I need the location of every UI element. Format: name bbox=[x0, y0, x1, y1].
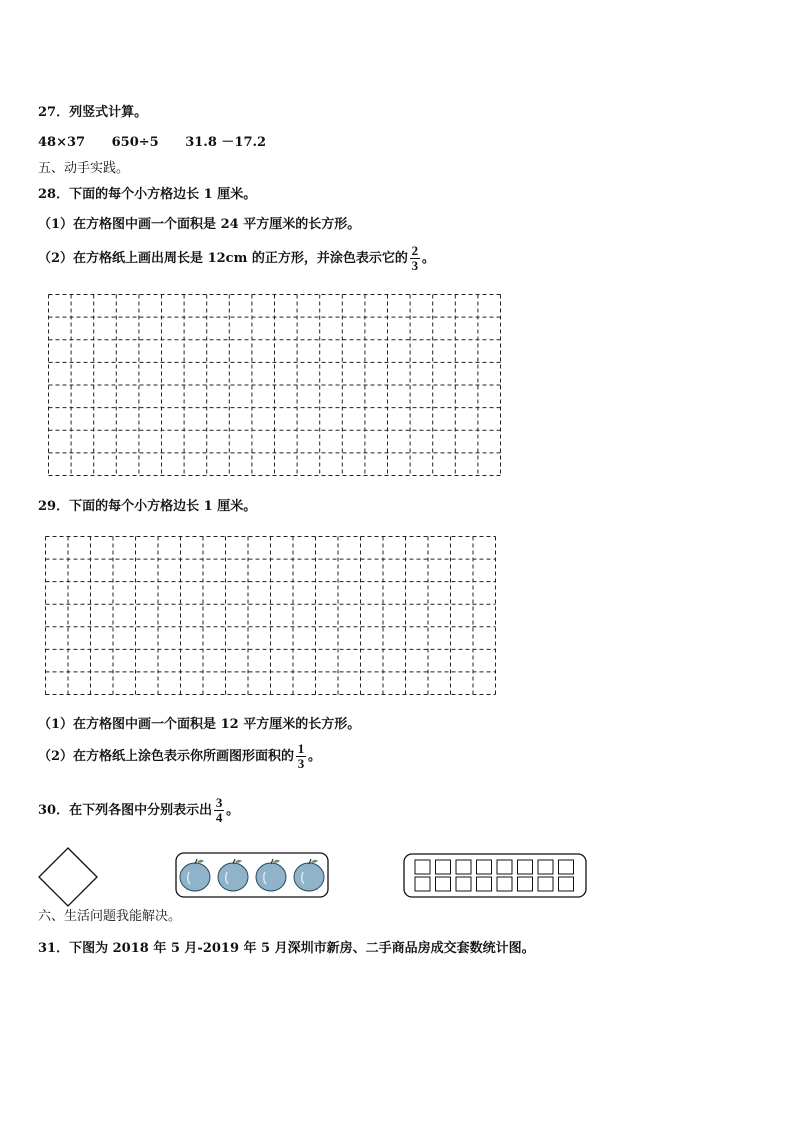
q29-title: 29．下面的每个小方格边长 1 厘米。 bbox=[38, 499, 257, 514]
q28-fraction-numerator: 2 bbox=[411, 243, 419, 258]
q27-title: 27．列竖式计算。 bbox=[38, 105, 148, 120]
small-square-box bbox=[415, 860, 430, 874]
q28-part2-end: 。 bbox=[421, 251, 435, 266]
section-5-heading: 五、动手实践。 bbox=[38, 161, 130, 176]
small-square-box bbox=[559, 877, 574, 891]
q28-title: 28．下面的每个小方格边长 1 厘米。 bbox=[38, 187, 257, 202]
q29-part2 bbox=[38, 742, 321, 772]
small-square-box bbox=[518, 877, 533, 891]
q31-title: 31．下图为 2018 年 5 月-2019 年 5 月深圳市新房、二手商品房成交套数统计图。 bbox=[38, 941, 535, 956]
q28-part1: （1）在方格图中画一个面积是 24 平方厘米的长方形。 bbox=[38, 217, 361, 232]
q29-grid[interactable] bbox=[45, 536, 496, 695]
q28-part2 bbox=[38, 244, 435, 273]
q29-fraction bbox=[296, 742, 306, 771]
small-square-box bbox=[538, 860, 553, 874]
q30-title-text: 30．在下列各图中分别表示出 bbox=[38, 803, 213, 818]
q29-part2-end: 。 bbox=[308, 749, 322, 764]
q29-part1: （1）在方格图中画一个面积是 12 平方厘米的长方形。 bbox=[38, 717, 361, 732]
q30-fraction-denominator: 4 bbox=[215, 810, 223, 825]
small-square-box bbox=[415, 877, 430, 891]
small-square-box bbox=[518, 860, 533, 874]
small-square-box bbox=[436, 877, 451, 891]
q29-part2-text: （2）在方格纸上涂色表示你所画图形面积的 bbox=[38, 749, 295, 764]
q30-title bbox=[38, 796, 239, 826]
small-square-box bbox=[477, 877, 492, 891]
q27-expressions bbox=[38, 134, 266, 152]
q30-fraction bbox=[214, 796, 224, 825]
section-6-heading: 六、生活问题我能解决。 bbox=[38, 909, 182, 924]
q30-box-tray[interactable] bbox=[403, 853, 587, 898]
q30-apple-tray[interactable] bbox=[175, 852, 329, 898]
small-square-box bbox=[538, 877, 553, 891]
q30-fraction-numerator: 3 bbox=[215, 795, 223, 810]
small-square-box bbox=[456, 860, 471, 874]
q28-grid[interactable] bbox=[48, 294, 501, 476]
q28-part2-text: （2）在方格纸上画出周长是 12cm 的正方形，并涂色表示它的 bbox=[38, 251, 408, 266]
q27-expr-2: 650÷5 bbox=[111, 135, 159, 150]
small-square-box bbox=[497, 877, 512, 891]
small-square-box bbox=[497, 860, 512, 874]
q27-expr-3: 31.8 －17.2 bbox=[185, 135, 267, 150]
q30-title-end: 。 bbox=[226, 803, 240, 818]
q27-expr-1: 48×37 bbox=[38, 135, 86, 150]
small-square-box bbox=[436, 860, 451, 874]
q28-fraction bbox=[410, 244, 420, 273]
q29-fraction-denominator: 3 bbox=[297, 756, 305, 771]
q28-fraction-denominator: 3 bbox=[411, 258, 419, 273]
small-square-box bbox=[477, 860, 492, 874]
small-square-box bbox=[559, 860, 574, 874]
q29-fraction-numerator: 1 bbox=[297, 741, 305, 756]
q30-diamond-figure[interactable] bbox=[37, 846, 99, 908]
small-square-box bbox=[456, 877, 471, 891]
